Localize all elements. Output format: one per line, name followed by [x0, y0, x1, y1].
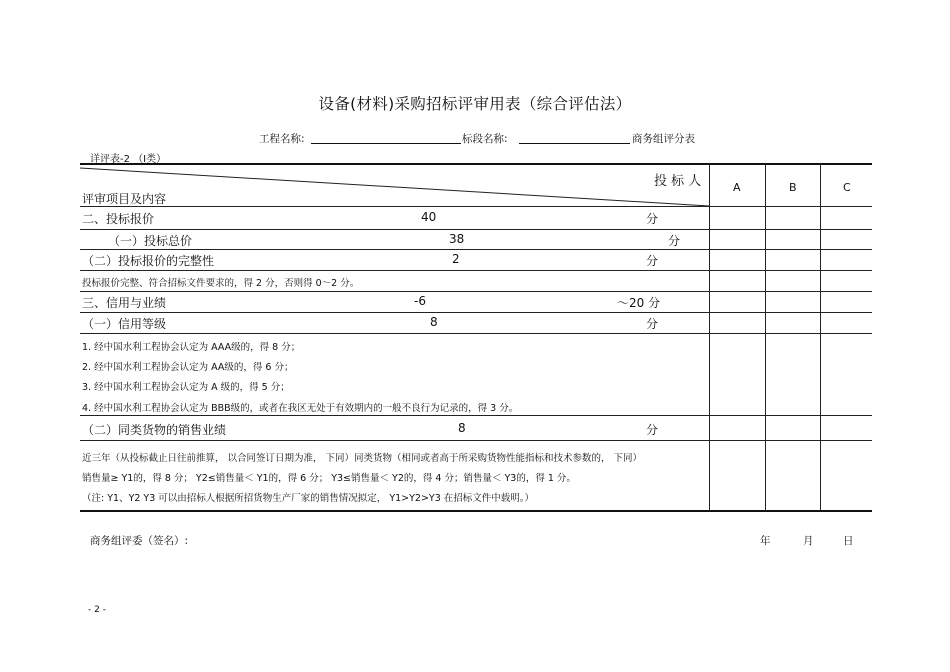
row-unit: 分 [646, 254, 659, 268]
row-unit: ～20 分 [617, 296, 661, 310]
column-divider [765, 164, 766, 510]
page-number: - 2 - [88, 605, 106, 615]
item-header: 评审项目及内容 [82, 192, 167, 206]
row-description: 投标报价完整、符合招标文件要求的，得 2 分，否则得 0～2 分。 [82, 278, 360, 289]
description-line: （注: Y1、Y2 Y3 可以由招标人根据所招货物生产厂家的销售情况拟定， Y1>Y2>Y3 在招标文件中载明。） [82, 493, 535, 504]
row-score: 8 [430, 315, 438, 329]
row-label: 三、信用与业绩 [82, 296, 167, 310]
section-name-label: 标段名称: [462, 133, 508, 145]
row-divider [80, 229, 872, 230]
project-name-blank [311, 143, 461, 144]
date-day-label: 日 [843, 535, 854, 547]
date-year-label: 年 [760, 535, 771, 547]
description-line: 近三年（从投标截止日往前推算， 以合同签订日期为准， 下同）同类货物（相同或者高于所采购货物性能指标和技术参数的， 下同） [82, 453, 643, 464]
description-line: 销售量≥ Y1的，得 8 分； Y2≤销售量＜ Y1的，得 6 分； Y3≤销售量＜ Y2的，得 4 分；销售量＜ Y3的，得 1 分。 [82, 473, 576, 484]
row-unit: 分 [668, 234, 681, 248]
list-item: 3. 经中国水利工程协会认定为 A 级的，得 5 分； [82, 382, 290, 393]
row-divider [80, 415, 872, 416]
row-label: （一）信用等级 [82, 317, 167, 331]
signature-label: 商务组评委（签名）: [90, 535, 189, 547]
row-label: （二）投标报价的完整性 [82, 254, 215, 268]
column-header-a: A [733, 181, 741, 194]
page-title: 设备(材料)采购招标评审用表（综合评估法） [318, 95, 632, 113]
table-label: 详评表-2 （Ⅰ类） [90, 154, 167, 165]
row-score: 38 [449, 232, 465, 246]
row-unit: 分 [646, 423, 659, 437]
row-score: 8 [458, 421, 466, 435]
section-name-blank [519, 143, 630, 144]
row-score: -6 [414, 294, 426, 308]
table-bottom-border [80, 510, 872, 512]
row-divider [80, 440, 872, 441]
column-divider [709, 164, 710, 510]
project-name-label: 工程名称: [259, 133, 305, 145]
column-header-b: B [789, 181, 797, 194]
row-divider [80, 333, 872, 334]
row-score: 40 [421, 210, 437, 224]
date-month-label: 月 [803, 535, 814, 547]
row-label: 二、投标报价 [82, 212, 155, 226]
list-item: 4. 经中国水利工程协会认定为 BBB级的，或者在我区无处于有效期内的一般不良行为记录的，得 3 分。 [82, 403, 519, 414]
row-unit: 分 [646, 212, 659, 226]
list-item: 2. 经中国水利工程协会认定为 AA级的，得 6 分； [82, 362, 294, 373]
row-divider [80, 249, 872, 250]
row-score: 2 [452, 252, 460, 266]
row-divider [80, 312, 872, 313]
bidder-header: 投 标 人 [654, 174, 702, 189]
row-label: （一）投标总价 [108, 234, 193, 248]
row-unit: 分 [646, 317, 659, 331]
column-header-c: C [843, 181, 851, 194]
header-diagonal-line [80, 165, 710, 207]
row-divider [80, 291, 872, 292]
row-label: （二）同类货物的销售业绩 [82, 423, 227, 437]
column-divider [820, 164, 821, 510]
list-item: 1. 经中国水利工程协会认定为 AAA级的，得 8 分； [82, 342, 301, 353]
row-divider [80, 270, 872, 271]
group-label: 商务组评分表 [632, 133, 695, 145]
